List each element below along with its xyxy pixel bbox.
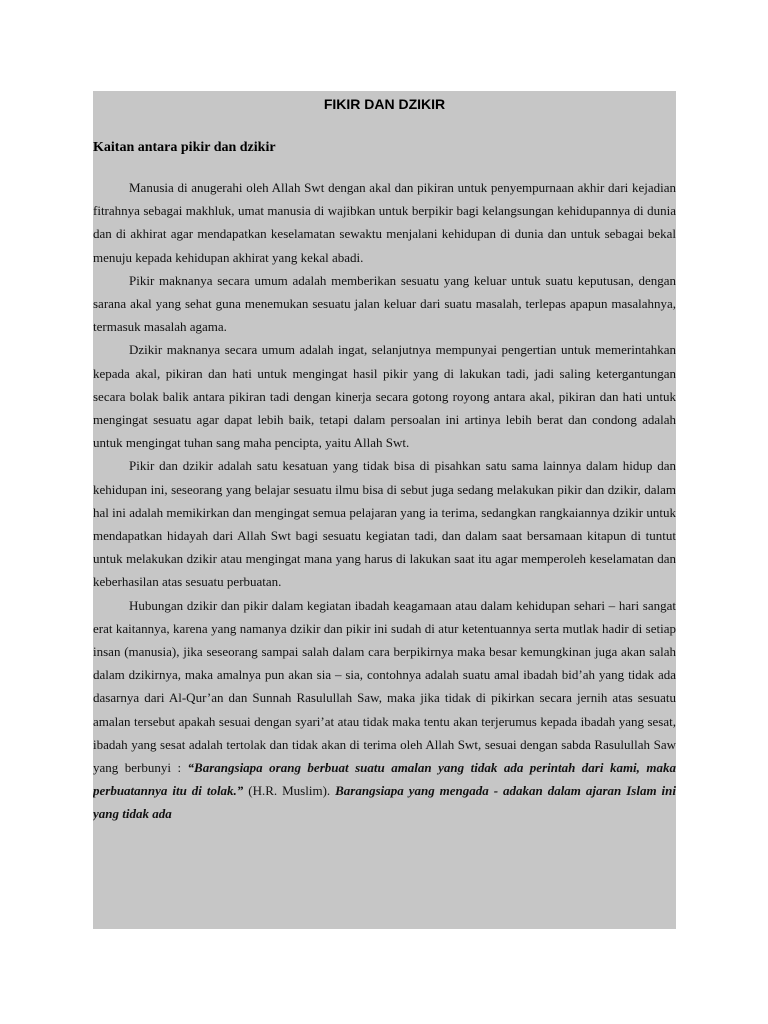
hadith-citation: (H.R. Muslim).: [243, 783, 336, 799]
paragraph-5: [93, 594, 676, 826]
paragraph-1: Manusia di anugerahi oleh Allah Swt dengan akal dan pikiran untuk penyempurnaan akhir dari kejadian fitrahnya sebagai makhluk, umat manusia di wajibkan untuk berpikir bagi kelangsungan kehidupannya di dunia dan di akhirat agar mendapatkan keselamatan sewaktu menjalani kehidupan di dunia dan untuk sebagai bekal menuju kepada kehidupan akhirat yang kekal abadi.: [93, 180, 676, 265]
paragraph-2: Pikir maknanya secara umum adalah memberikan sesuatu yang keluar untuk suatu keputusan, dengan sarana akal yang sehat guna menemukan sesuatu jalan keluar dari suatu masalah, terlepas apapun masalahnya, termasuk masalah agama.: [93, 272, 676, 335]
document-body: [93, 176, 676, 826]
paragraph-3: Dzikir maknanya secara umum adalah ingat, selanjutnya mempunyai pengertian untuk memerintahkan kepada akal, pikiran dan hati untuk mengingat hasil pikir yang di lakukan tadi, jadi saling ketergantungan secara bolak balik antara pikiran tadi dengan kinerja secara gotong royong antara akal, pikiran dan hati untuk mengingat sesuatu agar dapat lebih baik, tetapi dalam persoalan ini artinya lebih berat dan condong adalah untuk mengingat tuhan sang maha pencipta, yaitu Allah Swt.: [93, 342, 676, 451]
document-title: FIKIR DAN DZIKIR: [323, 96, 446, 112]
document-subtitle: Kaitan antara pikir dan dzikir: [93, 140, 276, 155]
paragraph-5-text-start: Hubungan dzikir dan pikir dalam kegiatan ibadah keagamaan atau dalam kehidupan sehari – hari sangat erat kaitannya, karena yang namanya dzikir dan pikir ini sudah di atur ketentuannya serta mutlak hadir di setiap insan (manusia), jika seseorang sampai salah dalam cara berpikirnya maka besar kemungkinan juga akan salah dalam dzikirnya, maka amalnya pun akan sia – sia, contohnya adalah suatu amal ibadah bid’ah yang tidak ada dasarnya dari Al-Qur’an dan Sunnah Rasulullah Saw, maka jika tidak di pikirkan secara jernih atas sesuatu amalan tersebut apakah sesuai dengan syari’at atau tidak maka tentu akan terjerumus kepada ibadah yang sesat, ibadah yang sesat adalah tertolak dan tidak akan di terima oleh Allah Swt, sesuai dengan sabda Rasulullah Saw yang berbunyi :: [93, 597, 676, 776]
paragraph-4: Pikir dan dzikir adalah satu kesatuan yang tidak bisa di pisahkan satu sama lainnya dalam hidup dan kehidupan ini, seseorang yang belajar sesuatu ilmu bisa di sebut juga sedang melakukan pikir dan dzikir, dalam hal ini adalah memikirkan dan mengingat semua pelajaran yang ia terima, sedangkan rangkaiannya dzikir untuk mendapatkan hidayah dari Allah Swt bagi sesuatu kegiatan tadi, dan dalam saat bersamaan kitapun di tuntut untuk melakukan dzikir atau mengingat mana yang harus di lakukan saat itu agar memperoleh keselamatan dan keberhasilan atas sesuatu perbuatan.: [93, 458, 676, 590]
document-page: [93, 91, 676, 929]
hadith-quote: “Barangsiapa orang berbuat suatu amalan yang tidak ada perintah dari kami, maka perbuatannya itu di tolak.”: [93, 760, 676, 799]
paragraph-5-text-end: Barangsiapa yang mengada - adakan dalam ajaran Islam ini yang tidak ada: [93, 783, 676, 822]
